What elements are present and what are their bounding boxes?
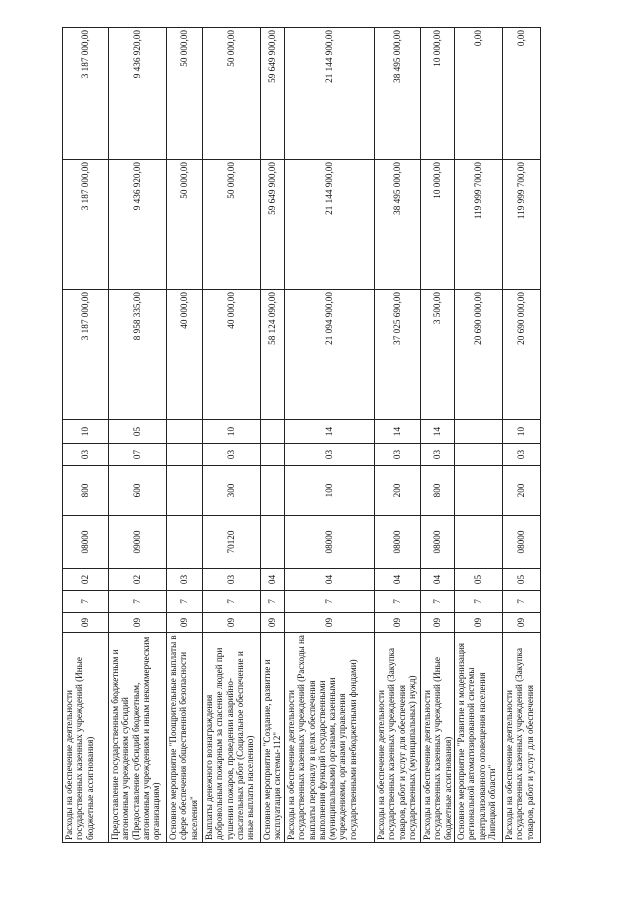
code-cell (261, 444, 285, 466)
row-name: Основное мероприятие "Создание, развитие и эксплуатация системы-112" (261, 633, 285, 843)
row-name: Предоставление государственным бюджетным и автономным учреждениям субсидий (Предоставление субсидий бюджетным, автономным учреждениям и иным некоммерческим организациям) (109, 633, 167, 843)
code-cell: 14 (421, 420, 455, 444)
amount-cell: 58 124 090,00 (261, 290, 285, 420)
code-cell: 09 (375, 613, 421, 633)
amount-cell: 38 495 000,00 (375, 160, 421, 290)
code-cell: 200 (375, 466, 421, 516)
code-cell: 04 (375, 569, 421, 591)
code-cell: 09 (203, 613, 261, 633)
table-row (421, 28, 455, 843)
row-name: Расходы на обеспечение деятельности государственных казенных учреждений (Иные бюджетные ассигнования) (421, 633, 455, 843)
amount-cell: 3 187 000,00 (63, 160, 109, 290)
code-cell: 07 (109, 444, 167, 466)
code-cell: 200 (503, 466, 541, 516)
code-cell: 08000 (375, 516, 421, 569)
code-cell: 300 (203, 466, 261, 516)
code-cell: 03 (375, 444, 421, 466)
code-cell: 7 (375, 591, 421, 613)
code-cell: 09 (167, 613, 203, 633)
code-cell (455, 466, 503, 516)
amount-cell: 3 500,00 (421, 290, 455, 420)
code-cell: 03 (167, 569, 203, 591)
code-cell: 7 (285, 591, 375, 613)
code-cell: 70120 (203, 516, 261, 569)
amount-cell: 40 000,00 (203, 290, 261, 420)
amount-cell: 50 000,00 (203, 160, 261, 290)
code-cell: 04 (261, 569, 285, 591)
amount-cell: 9 436 920,00 (109, 28, 167, 160)
code-cell: 7 (261, 591, 285, 613)
amount-cell: 0,00 (455, 28, 503, 160)
code-cell: 05 (455, 569, 503, 591)
code-cell: 7 (203, 591, 261, 613)
amount-cell: 10 000,00 (421, 28, 455, 160)
row-name: Расходы на обеспечение деятельности государственных казенных учреждений (Закупка товаров, работ и услуг для обеспечения (503, 633, 541, 843)
code-cell: 03 (421, 444, 455, 466)
code-cell: 10 (503, 420, 541, 444)
code-cell: 08000 (421, 516, 455, 569)
table-row (375, 28, 421, 843)
code-cell: 08000 (63, 516, 109, 569)
code-cell: 05 (109, 420, 167, 444)
code-cell: 03 (503, 444, 541, 466)
row-name: Основное мероприятие "Поощрительные выплаты в сфере обеспечения общественной безопасности населения" (167, 633, 203, 843)
code-cell: 04 (421, 569, 455, 591)
amount-cell: 37 025 690,00 (375, 290, 421, 420)
code-cell: 7 (109, 591, 167, 613)
code-cell: 14 (285, 420, 375, 444)
code-cell (455, 420, 503, 444)
code-cell: 09 (109, 613, 167, 633)
amount-cell: 59 649 900,00 (261, 160, 285, 290)
code-cell: 7 (421, 591, 455, 613)
table-row (503, 28, 541, 843)
code-cell: 7 (167, 591, 203, 613)
code-cell: 08000 (285, 516, 375, 569)
code-cell (261, 466, 285, 516)
code-cell: 02 (109, 569, 167, 591)
amount-cell: 21 144 900,00 (285, 160, 375, 290)
row-name: Основное мероприятие "Развитие и модернизация региональной автоматизированной системы централизованного оповещения населения Липецкой области" (455, 633, 503, 843)
code-cell: 800 (421, 466, 455, 516)
code-cell: 7 (455, 591, 503, 613)
code-cell (167, 466, 203, 516)
code-cell (167, 516, 203, 569)
amount-cell: 9 436 920,00 (109, 160, 167, 290)
table-row (167, 28, 203, 843)
amount-cell: 50 000,00 (167, 160, 203, 290)
table-row (109, 28, 167, 843)
code-cell: 09 (455, 613, 503, 633)
code-cell: 600 (109, 466, 167, 516)
code-cell (261, 516, 285, 569)
code-cell: 09000 (109, 516, 167, 569)
row-name: Расходы на обеспечение деятельности государственных казенных учреждений (Расходы на выплаты персоналу в целях обеспечения выполнения функций государственными (муниципальными) органами, казенными учреждениями, органами управления государственными внебюджетными фондами) (285, 633, 375, 843)
code-cell: 05 (503, 569, 541, 591)
code-cell (455, 444, 503, 466)
table-row (285, 28, 375, 843)
table-row (261, 28, 285, 843)
code-cell: 09 (421, 613, 455, 633)
code-cell: 03 (203, 569, 261, 591)
amount-cell: 8 958 335,00 (109, 290, 167, 420)
code-cell: 7 (503, 591, 541, 613)
code-cell (261, 420, 285, 444)
code-cell: 04 (285, 569, 375, 591)
amount-cell: 3 187 000,00 (63, 28, 109, 160)
code-cell: 09 (63, 613, 109, 633)
table-row (203, 28, 261, 843)
amount-cell: 10 000,00 (421, 160, 455, 290)
code-cell: 02 (63, 569, 109, 591)
amount-cell: 119 999 700,00 (455, 160, 503, 290)
code-cell: 03 (285, 444, 375, 466)
amount-cell: 21 094 900,00 (285, 290, 375, 420)
amount-cell: 119 999 700,00 (503, 160, 541, 290)
amount-cell: 59 649 900,00 (261, 28, 285, 160)
table-row (455, 28, 503, 843)
amount-cell: 21 144 900,00 (285, 28, 375, 160)
code-cell (455, 516, 503, 569)
code-cell: 03 (203, 444, 261, 466)
code-cell (167, 420, 203, 444)
amount-cell: 20 690 000,00 (455, 290, 503, 420)
row-name: Расходы на обеспечение деятельности государственных казенных учреждений (Закупка товаров, работ и услуг для обеспечения государственных (муниципальных) нужд) (375, 633, 421, 843)
amount-cell: 20 690 000,00 (503, 290, 541, 420)
code-cell: 08000 (503, 516, 541, 569)
code-cell: 09 (261, 613, 285, 633)
amount-cell: 50 000,00 (167, 28, 203, 160)
amount-cell: 50 000,00 (203, 28, 261, 160)
code-cell: 14 (375, 420, 421, 444)
code-cell: 09 (285, 613, 375, 633)
code-cell: 09 (503, 613, 541, 633)
amount-cell: 0,00 (503, 28, 541, 160)
rotated-page (62, 28, 575, 843)
row-name: Расходы на обеспечение деятельности государственных казенных учреждений (Иные бюджетные ассигнования) (63, 633, 109, 843)
amount-cell: 3 187 000,00 (63, 290, 109, 420)
code-cell: 100 (285, 466, 375, 516)
amount-cell: 40 000,00 (167, 290, 203, 420)
table-row (63, 28, 109, 843)
row-name: Выплаты денежного вознаграждения добровольным пожарным за спасение людей при тушении пожаров, проведении аварийно-спасательных работ (Социальное обеспечение и иные выплаты населению) (203, 633, 261, 843)
code-cell: 7 (63, 591, 109, 613)
code-cell: 800 (63, 466, 109, 516)
code-cell: 03 (63, 444, 109, 466)
amount-cell: 38 495 000,00 (375, 28, 421, 160)
code-cell: 10 (63, 420, 109, 444)
code-cell (167, 444, 203, 466)
code-cell: 10 (203, 420, 261, 444)
budget-table (62, 27, 541, 843)
